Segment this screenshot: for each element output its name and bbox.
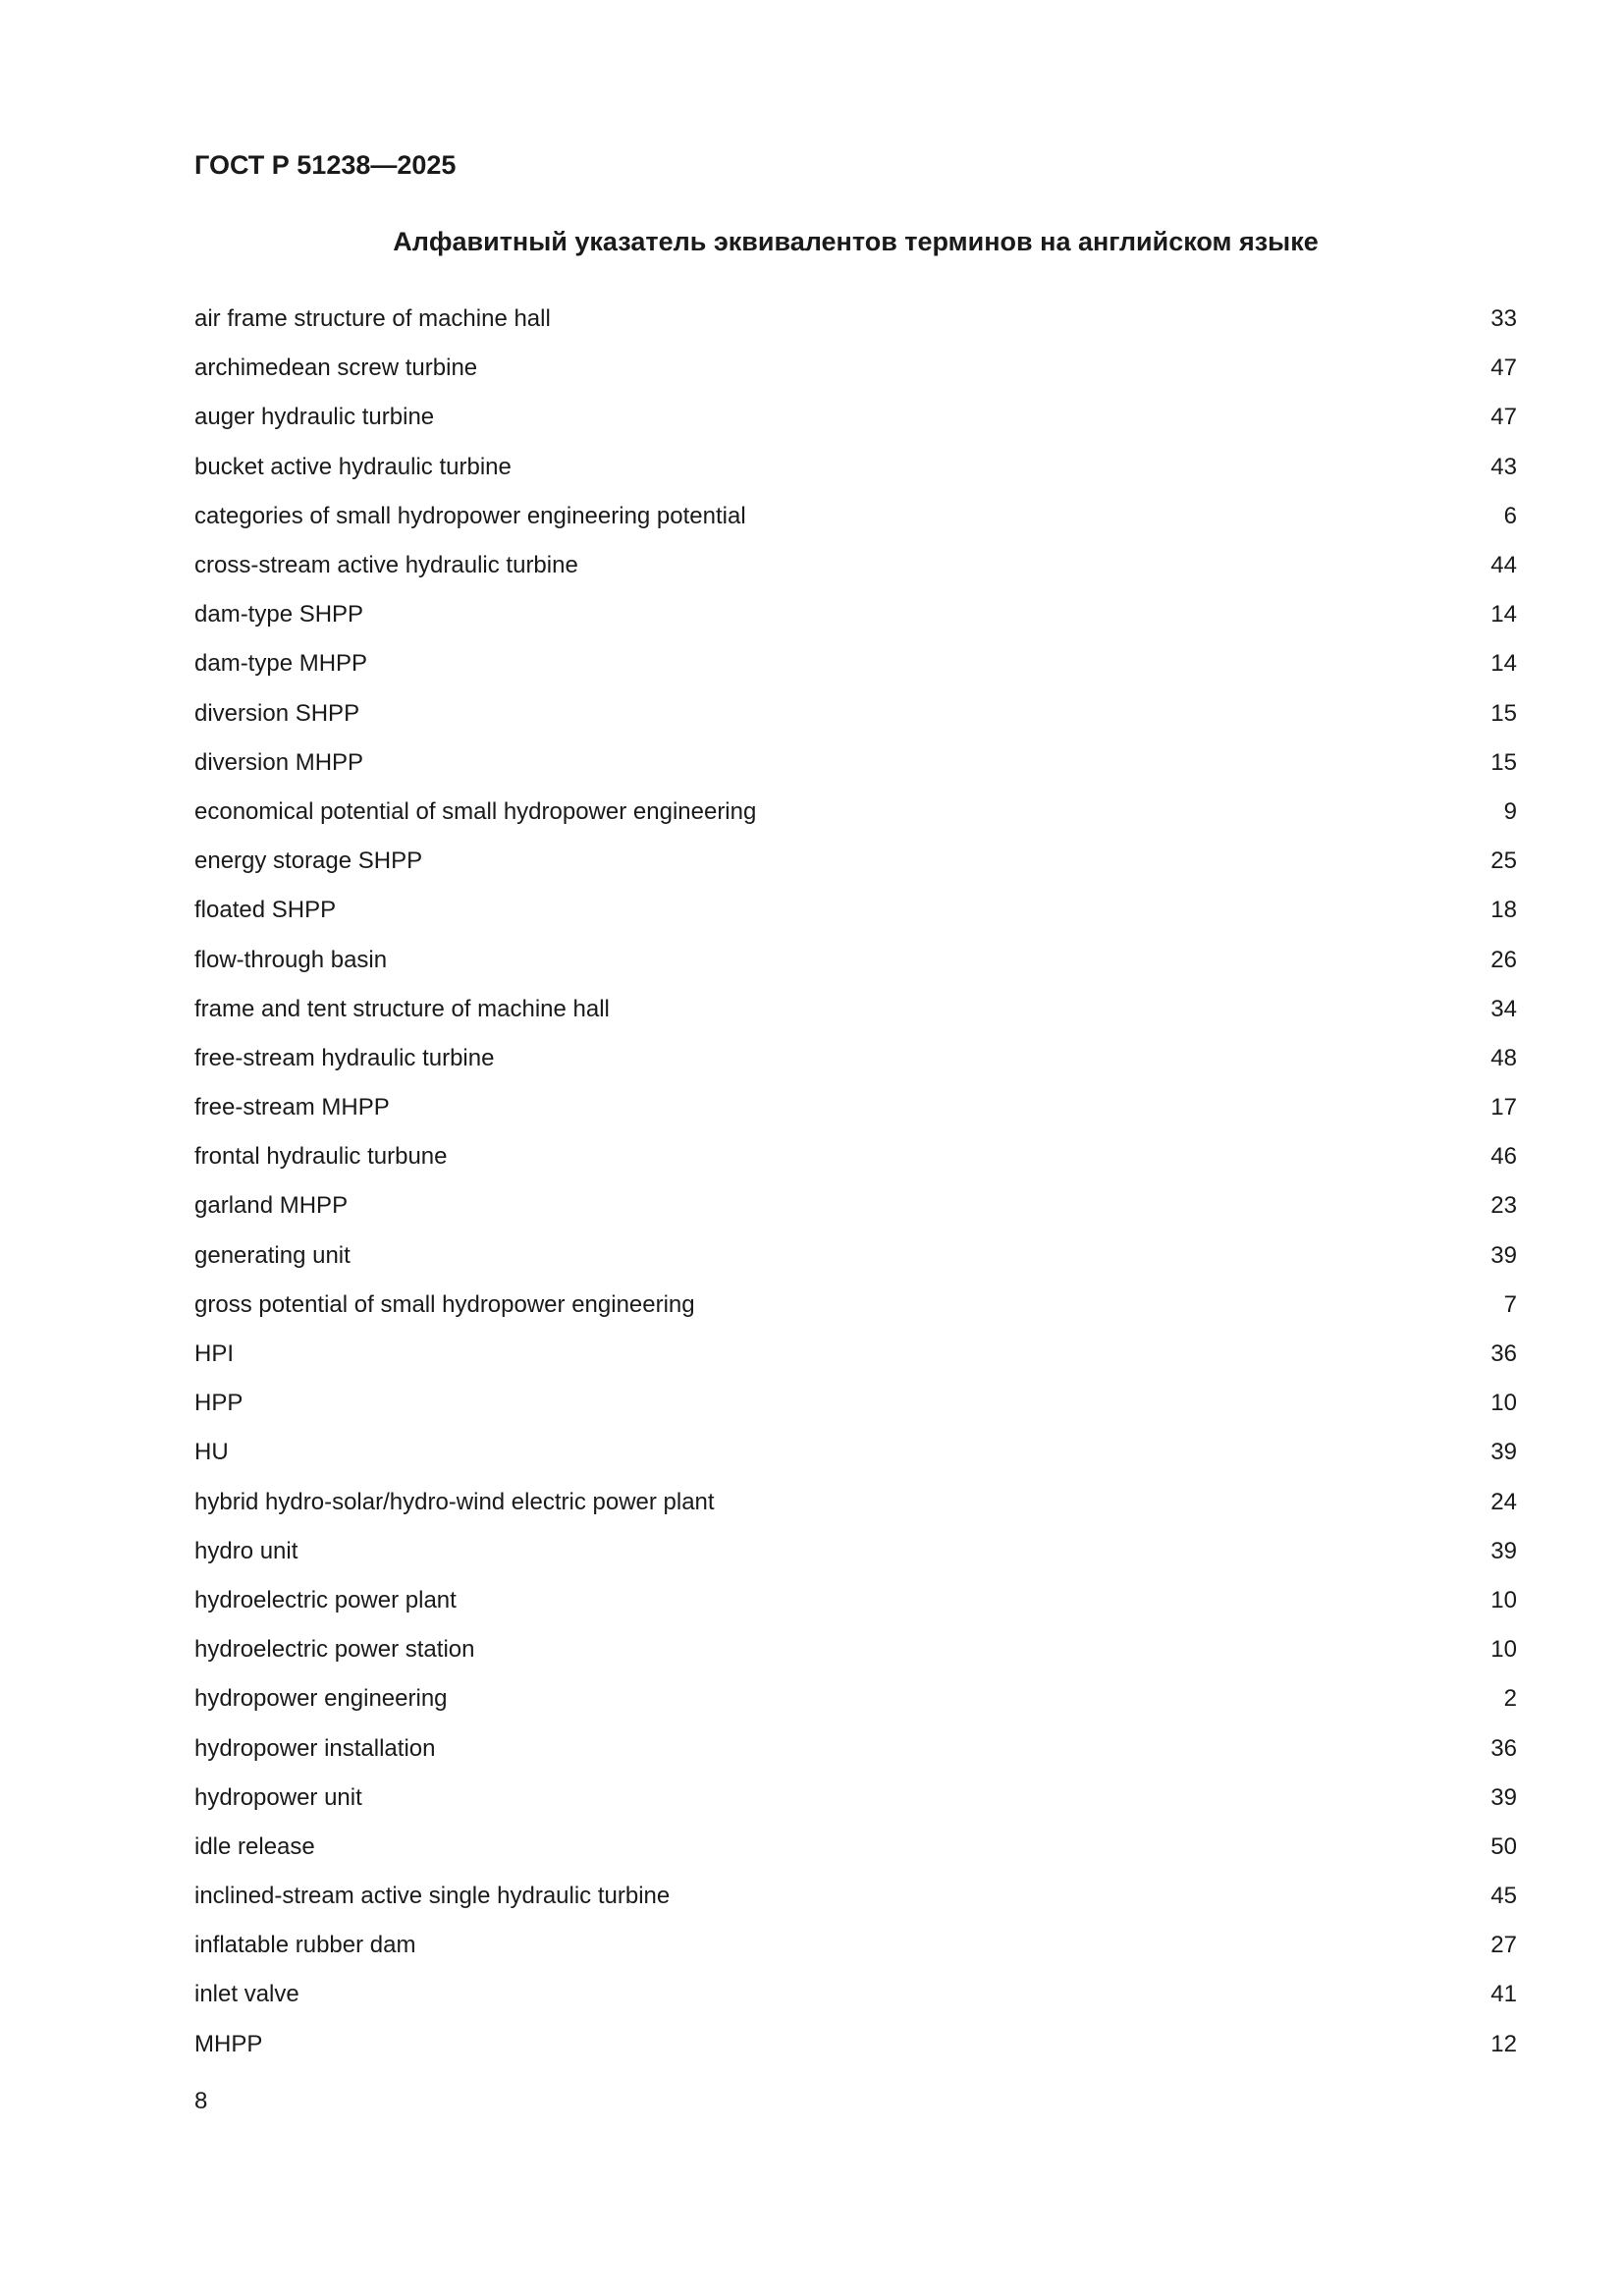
index-entry	[194, 1132, 1517, 1181]
index-entry	[194, 344, 1517, 393]
index-entry	[194, 837, 1517, 886]
index-entry	[194, 886, 1517, 935]
index-entry	[194, 492, 1517, 541]
index-entry-number: 39	[1490, 1241, 1517, 1269]
index-entry	[194, 1774, 1517, 1823]
index-entry-term: frame and tent structure of machine hall	[194, 995, 610, 1022]
index-entry-term: flow-through basin	[194, 946, 388, 973]
index-entry	[194, 1674, 1517, 1723]
index-entry-number: 17	[1490, 1094, 1517, 1121]
index-entry-term: hydro unit	[194, 1537, 298, 1564]
index-entry-number: 15	[1490, 748, 1517, 776]
index-entry	[194, 639, 1517, 688]
index-entry-number: 33	[1490, 305, 1517, 333]
index-entry	[194, 1034, 1517, 1083]
index-entry-term: inclined-stream active single hydraulic turbine	[194, 1883, 671, 1910]
index-entry-term: diversion SHPP	[194, 699, 360, 727]
index-entry-number: 24	[1490, 1488, 1517, 1515]
index-entry-number: 27	[1490, 1932, 1517, 1959]
index-entry	[194, 295, 1517, 344]
index-entry	[194, 1379, 1517, 1428]
index-entry-term: HPP	[194, 1390, 243, 1417]
index-entry-number: 14	[1490, 601, 1517, 629]
index-entry-number: 39	[1490, 1537, 1517, 1564]
index-entry-number: 12	[1490, 2030, 1517, 2057]
index-entry-term: hydroelectric power plant	[194, 1586, 457, 1613]
index-entry-term: free-stream hydraulic turbine	[194, 1044, 495, 1071]
index-entry-number: 9	[1503, 797, 1517, 825]
index-title: Алфавитный указатель эквивалентов терминов на английском языке	[393, 227, 1319, 256]
index-entry	[194, 1625, 1517, 1674]
index-entry-term: archimedean screw turbine	[194, 355, 478, 382]
index-entry	[194, 689, 1517, 738]
index-entry-number: 34	[1490, 995, 1517, 1022]
index-entry	[194, 1281, 1517, 1330]
index-entry-term: categories of small hydropower engineering potential	[194, 502, 746, 529]
index-entry-term: dam-type MHPP	[194, 650, 368, 678]
index-entry-term: inflatable rubber dam	[194, 1932, 416, 1959]
index-entry-term: diversion MHPP	[194, 748, 364, 776]
document-code-header: ГОСТ Р 51238—2025	[194, 150, 457, 180]
index-entry	[194, 1823, 1517, 1872]
index-entry-term: generating unit	[194, 1241, 351, 1269]
index-entry	[194, 2020, 1517, 2069]
index-entry	[194, 541, 1517, 590]
index-entry-number: 23	[1490, 1192, 1517, 1220]
index-entry-number: 44	[1490, 552, 1517, 579]
index-entry-number: 36	[1490, 1340, 1517, 1368]
index-entry-term: bucket active hydraulic turbine	[194, 453, 512, 480]
index-entry	[194, 443, 1517, 492]
index-entry-term: auger hydraulic turbine	[194, 404, 435, 431]
index-entry-number: 50	[1490, 1832, 1517, 1860]
index-entry	[194, 1330, 1517, 1379]
index-entry	[194, 393, 1517, 442]
index-entry-number: 15	[1490, 699, 1517, 727]
index-entry-term: air frame structure of machine hall	[194, 305, 551, 333]
index-entry-number: 41	[1490, 1981, 1517, 2008]
index-entry-term: hydroelectric power station	[194, 1636, 475, 1664]
index-entry-number: 48	[1490, 1044, 1517, 1071]
index-entry	[194, 1723, 1517, 1773]
index-entry	[194, 738, 1517, 788]
index-entry	[194, 590, 1517, 639]
index-entry-number: 10	[1490, 1636, 1517, 1664]
index-entry	[194, 1970, 1517, 2019]
index-entry	[194, 985, 1517, 1034]
index-entry-number: 2	[1503, 1685, 1517, 1713]
index-entry-number: 47	[1490, 355, 1517, 382]
index-entry-term: dam-type SHPP	[194, 601, 364, 629]
index-entry-term: frontal hydraulic turbune	[194, 1143, 448, 1171]
index-entry	[194, 1428, 1517, 1477]
index-entry-number: 7	[1503, 1290, 1517, 1318]
index-entry	[194, 1181, 1517, 1230]
index-entry	[194, 1478, 1517, 1527]
index-entry-number: 39	[1490, 1439, 1517, 1466]
index-entry	[194, 1872, 1517, 1921]
index-entry-number: 10	[1490, 1390, 1517, 1417]
index-entry-number: 10	[1490, 1586, 1517, 1613]
index-entry-term: hydropower engineering	[194, 1685, 448, 1713]
index-entry	[194, 1576, 1517, 1625]
index-entry-number: 18	[1490, 897, 1517, 924]
index-entry-number: 39	[1490, 1783, 1517, 1811]
index-entry-term: inlet valve	[194, 1981, 299, 2008]
index-entry-number: 6	[1503, 502, 1517, 529]
index-entry	[194, 788, 1517, 837]
index-entry-term: energy storage SHPP	[194, 847, 423, 875]
index-entry-number: 25	[1490, 847, 1517, 875]
index-entry-term: HPI	[194, 1340, 235, 1368]
index-entry	[194, 1231, 1517, 1281]
index-entry-term: gross potential of small hydropower engineering	[194, 1290, 695, 1318]
index-entry-number: 36	[1490, 1734, 1517, 1762]
index-entry	[194, 1921, 1517, 1970]
index-entry-term: free-stream MHPP	[194, 1094, 390, 1121]
index-entry-number: 47	[1490, 404, 1517, 431]
index-entry-term: HU	[194, 1439, 229, 1466]
page-number: 8	[194, 2088, 208, 2114]
term-index-list	[194, 295, 1517, 2069]
index-entry-number: 46	[1490, 1143, 1517, 1171]
index-entry-term: economical potential of small hydropower engineering	[194, 797, 757, 825]
index-entry-number: 43	[1490, 453, 1517, 480]
index-entry	[194, 1083, 1517, 1132]
index-entry-number: 26	[1490, 946, 1517, 973]
index-entry-term: MHPP	[194, 2030, 263, 2057]
index-entry-term: garland MHPP	[194, 1192, 349, 1220]
index-entry-term: hybrid hydro-solar/hydro-wind electric power plant	[194, 1488, 715, 1515]
index-entry	[194, 1527, 1517, 1576]
index-entry-number: 14	[1490, 650, 1517, 678]
index-entry	[194, 935, 1517, 984]
index-entry-term: floated SHPP	[194, 897, 337, 924]
index-entry-term: hydropower installation	[194, 1734, 436, 1762]
index-entry-number: 45	[1490, 1883, 1517, 1910]
index-entry-term: cross-stream active hydraulic turbine	[194, 552, 578, 579]
index-entry-term: hydropower unit	[194, 1783, 362, 1811]
index-entry-term: idle release	[194, 1832, 315, 1860]
